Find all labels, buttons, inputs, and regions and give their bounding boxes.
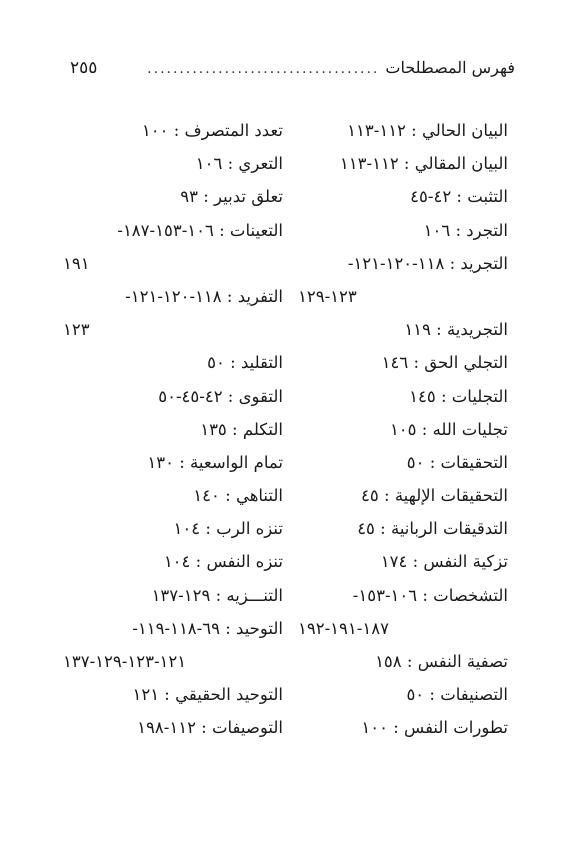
index-entry: التجريد : ١١٨-١٢٠-١٢١- [347,253,508,273]
index-entry: تزكية النفس : ١٧٤ [380,552,508,572]
index-entry: التفريد : ١١٨-١٢٠-١٢١- [125,286,283,306]
index-entry: التنـــزيه : ١٢٩-١٣٧ [151,585,283,605]
index-entry: التوحيد الحقيقي : ١٢١ [132,685,283,705]
index-entry: التكلم : ١٣٥ [200,419,283,439]
index-entry: التدقيقات الربانية : ٤٥ [357,519,508,539]
index-entry-continuation: ١٩١ [63,253,90,273]
index-entry-continuation: ١٢١-١٢٣-١٢٩-١٣٧ [63,652,187,671]
index-entry: التقليد : ٥٠ [207,353,283,373]
index-entry: التناهي : ١٤٠ [193,486,283,506]
index-column-left [63,114,283,745]
index-entry: تعدد المتصرف : ١٠٠ [141,121,283,140]
running-header [70,58,515,88]
index-entry: التعري : ١٠٦ [195,154,283,174]
index-entry-continuation: ١٨٧-١٩١-١٩٢ [298,618,389,638]
index-entry-continuation: ١٢٣-١٢٩ [298,286,357,306]
page-number: ٢٥٥ [70,58,98,78]
index-entry: التصنيفات : ٥٠ [406,685,508,705]
index-entry: التحقيقات : ٥٠ [406,452,508,472]
index-entry: التثبت : ٤٢-٤٥ [410,187,508,207]
header-dot-leader: .................................... [147,61,380,77]
index-entry: التقوى : ٤٢-٤٥-٥٠ [158,386,283,406]
index-entry: تنزه النفس : ١٠٤ [163,552,283,572]
index-entry: التوصيفات : ١١٢-١٩٨ [137,718,283,738]
index-entry: البيان المقالي : ١١٢-١١٣ [339,154,508,174]
index-entry: التوحيد : ٦٩-١١٨-١١٩- [132,618,283,638]
index-entry: البيان الحالي : ١١٢-١١٣ [347,121,508,140]
index-entry: تنزه الرب : ١٠٤ [173,519,283,539]
index-entry: التجريدية : ١١٩ [404,320,508,340]
index-entry: التجلي الحق : ١٤٦ [381,353,508,373]
index-column-right [298,114,508,745]
index-entry: تطورات النفس : ١٠٠ [361,718,508,738]
index-entry: تجليات الله : ١٠٥ [389,419,508,439]
index-entry: تعلق تدبير : ٩٣ [180,187,283,207]
index-entry: التعينات : ١٠٦-١٥٣-١٨٧- [117,220,283,240]
index-entry: تمام الواسعية : ١٣٠ [147,452,283,472]
index-entry: التجليات : ١٤٥ [409,386,508,406]
index-entry-continuation: ١٢٣ [63,320,90,340]
index-entry: تصفية النفس : ١٥٨ [375,652,508,671]
index-entry: التحقيقات الإلهية : ٤٥ [361,486,508,506]
index-entry: التشخصات : ١٠٦-١٥٣- [352,585,508,605]
header-title: فهرس المصطلحات [385,58,515,77]
index-entry: التجرد : ١٠٦ [423,220,508,240]
